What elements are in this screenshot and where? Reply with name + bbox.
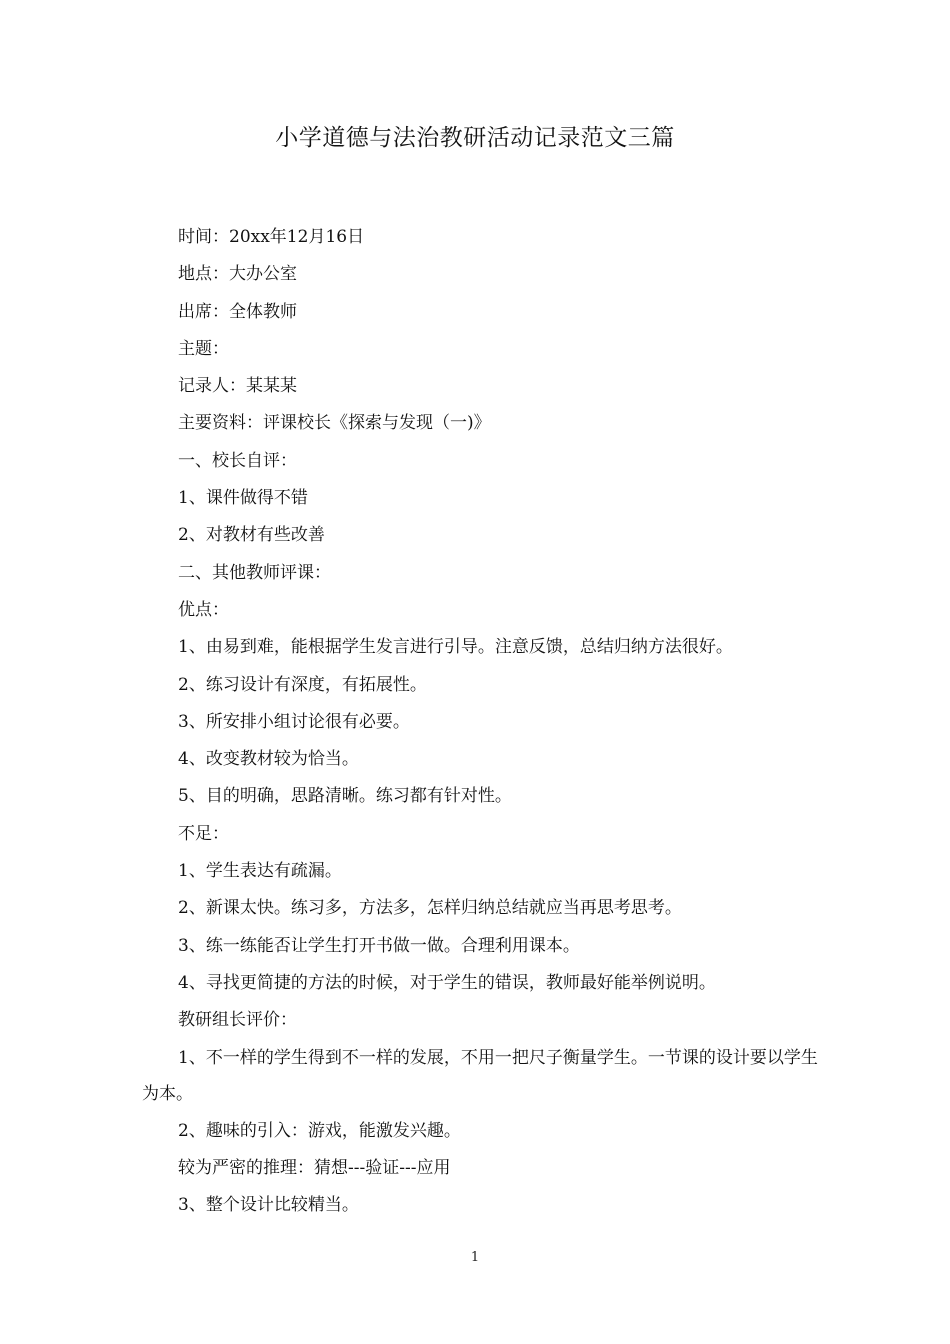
subheading-weaknesses: 不足：	[178, 823, 229, 844]
paragraph-item: 3、整个设计比较精当。	[178, 1195, 359, 1216]
page-number: 1	[470, 1250, 480, 1265]
paragraph-location: 地点：大办公室	[178, 264, 297, 285]
document-title: 小学道德与法治教研活动记录范文三篇	[275, 125, 675, 151]
paragraph-recorder: 记录人：某某某	[178, 376, 297, 397]
paragraph-item: 1、由易到难，能根据学生发言进行引导。注意反馈，总结归纳方法很好。	[178, 637, 733, 658]
paragraph-item: 较为严密的推理：猜想---验证---应用	[178, 1157, 451, 1178]
document-body	[142, 219, 818, 1224]
paragraph-item: 2、对教材有些改善	[178, 525, 325, 546]
paragraph-time: 时间：20xx年12月16日	[178, 227, 365, 247]
paragraph-item: 2、趣味的引入：游戏，能激发兴趣。	[178, 1120, 461, 1141]
paragraph-item: 3、所安排小组讨论很有必要。	[178, 711, 410, 732]
paragraph-main-material: 主要资料：评课校长《探索与发现（一)》	[178, 413, 491, 434]
paragraph-item: 4、寻找更简捷的方法的时候，对于学生的错误，教师最好能举例说明。	[178, 972, 716, 993]
subheading-strengths: 优点：	[178, 599, 229, 620]
section-heading-principal-self-review: 一、校长自评：	[178, 450, 297, 471]
paragraph-item: 3、练一练能否让学生打开书做一做。合理利用课本。	[178, 935, 580, 956]
paragraph-item: 2、练习设计有深度，有拓展性。	[178, 674, 427, 695]
subheading-group-leader-review: 教研组长评价：	[178, 1010, 297, 1031]
section-heading-teacher-reviews: 二、其他教师评课：	[178, 562, 331, 583]
paragraph-item: 1、课件做得不错	[178, 488, 308, 509]
paragraph-topic: 主题：	[178, 338, 229, 359]
paragraph-item: 1、不一样的学生得到不一样的发展，不用一把尺子衡量学生。一节课的设计要以学生为本。	[142, 1047, 818, 1105]
paragraph-item: 4、改变教材较为恰当。	[178, 749, 359, 770]
paragraph-item: 5、目的明确，思路清晰。练习都有针对性。	[178, 786, 512, 807]
paragraph-attendance: 出席：全体教师	[178, 301, 297, 322]
paragraph-item: 1、学生表达有疏漏。	[178, 861, 342, 882]
paragraph-item: 2、新课太快。练习多，方法多，怎样归纳总结就应当再思考思考。	[178, 898, 682, 919]
